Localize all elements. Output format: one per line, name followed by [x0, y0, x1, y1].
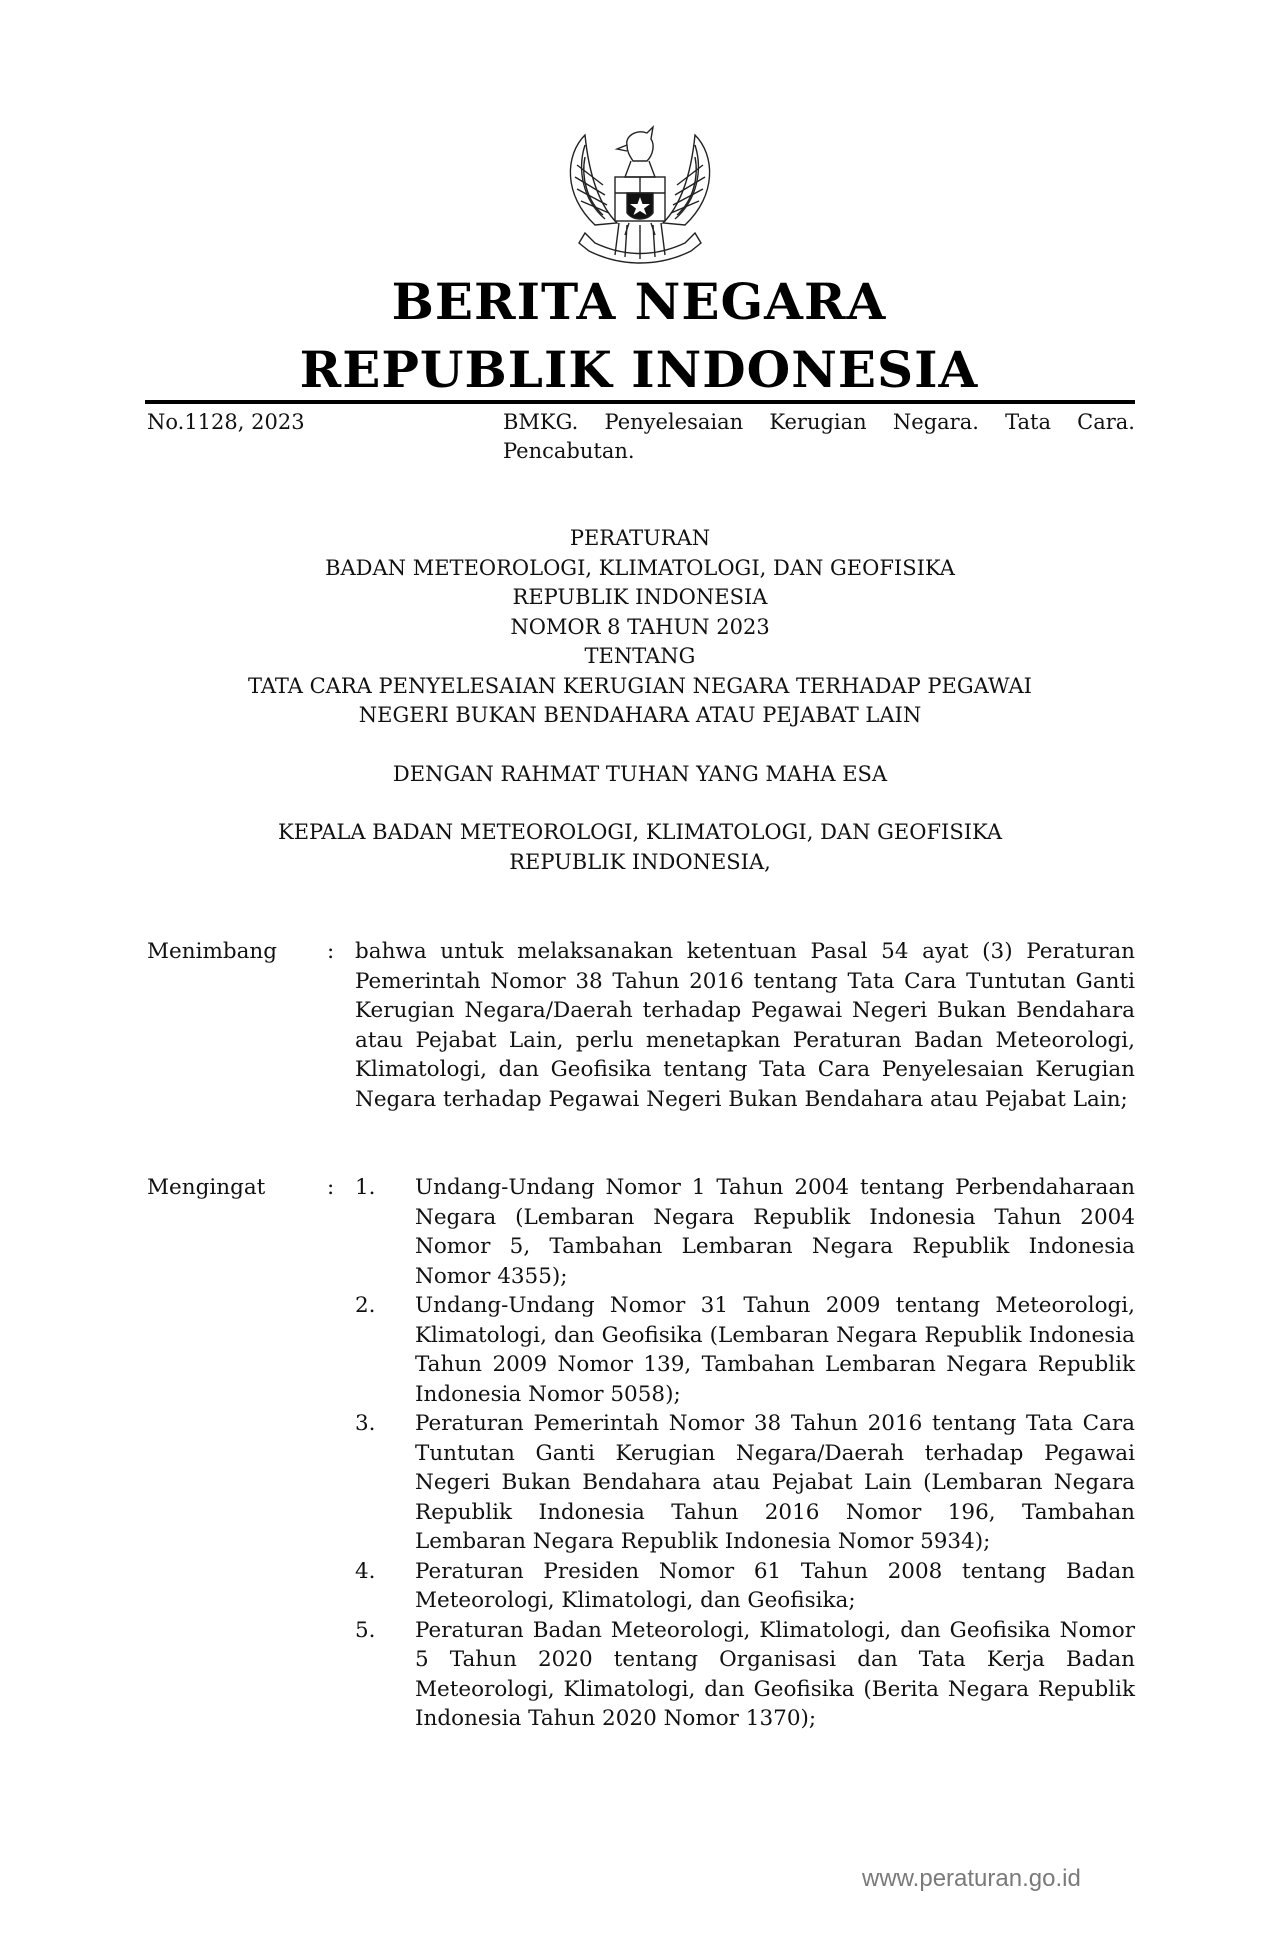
blessing-line: DENGAN RAHMAT TUHAN YANG MAHA ESA	[392, 762, 888, 786]
list-item-number: 1.	[355, 1175, 376, 1200]
list-item-text: Peraturan Presiden Nomor 61 Tahun 2008 tentang Badan Meteorologi, Klimatologi, dan Geofisika;	[415, 1558, 1135, 1613]
list-item-text: Undang-Undang Nomor 31 Tahun 2009 tentang Meteorologi, Klimatologi, dan Geofisika (Lembaran Negara Republik Indonesia Tahun 2009 Nomor 139, Tambahan Lembaran Negara Republik Indonesia Nomor 5058);	[415, 1293, 1135, 1407]
menimbang-text: bahwa untuk melaksanakan ketentuan Pasal 54 ayat (3) Peraturan Pemerintah Nomor 38 Tahun 2016 tentang Tata Cara Tuntutan Ganti Kerugian Negara/Daerah terhadap Pegawai Negeri Bukan Bendahara atau Pejabat Lain, perlu menetapkan Peraturan Badan Meteorologi, Klimatologi, dan Geofisika tentang Tata Cara Penyelesaian Kerugian Negara terhadap Pegawai Negeri Bukan Bendahara atau Pejabat Lain;	[355, 939, 1135, 1112]
list-item-number: 4.	[355, 1558, 376, 1584]
title-line: TATA CARA PENYELESAIAN KERUGIAN NEGARA TERHADAP PEGAWAI	[248, 673, 1032, 698]
list-item	[355, 1409, 1135, 1557]
issuing-authority	[140, 818, 1140, 877]
list-item	[355, 1557, 1135, 1616]
mengingat-colon: :	[327, 1175, 335, 1200]
mengingat-list	[355, 1173, 1135, 1734]
list-item-text: Undang-Undang Nomor 1 Tahun 2004 tentang Perbendaharaan Negara (Lembaran Negara Republik Indonesia Tahun 2004 Nomor 5, Tambahan Lembaran Negara Republik Indonesia Nomor 4355);	[415, 1175, 1135, 1289]
gazette-subject-line-1: BMKG. Penyelesaian Kerugian Negara. Tata Cara.	[503, 410, 1135, 434]
masthead-subtitle: REPUBLIK INDONESIA	[299, 340, 979, 399]
list-item	[355, 1173, 1135, 1291]
list-item-number: 2.	[355, 1293, 376, 1318]
masthead-title: BERITA NEGARA	[391, 272, 887, 331]
garuda-emblem-icon	[555, 115, 725, 275]
regulation-title	[140, 524, 1140, 731]
list-item-number: 3.	[355, 1411, 376, 1436]
title-line: NEGERI BUKAN BENDAHARA ATAU PEJABAT LAIN	[358, 703, 922, 727]
menimbang-colon: :	[327, 939, 335, 964]
title-line: TENTANG	[584, 644, 696, 668]
title-line: BADAN METEOROLOGI, KLIMATOLOGI, DAN GEOFISIKA	[325, 555, 955, 580]
list-item-number: 5.	[355, 1617, 376, 1643]
list-item	[355, 1616, 1135, 1734]
authority-line-1: KEPALA BADAN METEOROLOGI, KLIMATOLOGI, DAN GEOFISIKA	[278, 820, 1002, 844]
gazette-subject-line-2: Pencabutan.	[503, 439, 635, 463]
title-line: NOMOR 8 TAHUN 2023	[510, 614, 770, 639]
list-item-text: Peraturan Badan Meteorologi, Klimatologi, dan Geofisika Nomor 5 Tahun 2020 tentang Organisasi dan Tata Kerja Badan Meteorologi, Klimatologi, dan Geofisika (Berita Negara Republik Indonesia Tahun 2020 Nomor 1370);	[415, 1617, 1135, 1731]
list-item-text: Peraturan Pemerintah Nomor 38 Tahun 2016 tentang Tata Cara Tuntutan Ganti Kerugian Negara/Daerah terhadap Pegawai Negeri Bukan Bendahara atau Pejabat Lain (Lembaran Negara Republik Indonesia Tahun 2016 Nomor 196, Tambahan Lembaran Negara Republik Indonesia Nomor 5934);	[415, 1411, 1135, 1554]
title-line: PERATURAN	[569, 526, 711, 550]
header-rule	[145, 400, 1135, 404]
footer-website-link[interactable]: www.peraturan.go.id	[862, 1865, 1081, 1892]
list-item	[355, 1291, 1135, 1409]
gazette-number: No.1128, 2023	[147, 410, 305, 434]
menimbang-label: Menimbang	[147, 939, 278, 964]
title-line: REPUBLIK INDONESIA	[512, 585, 768, 609]
authority-line-2: REPUBLIK INDONESIA,	[509, 849, 771, 874]
gazette-subject	[503, 408, 1135, 466]
mengingat-label: Mengingat	[147, 1175, 266, 1200]
